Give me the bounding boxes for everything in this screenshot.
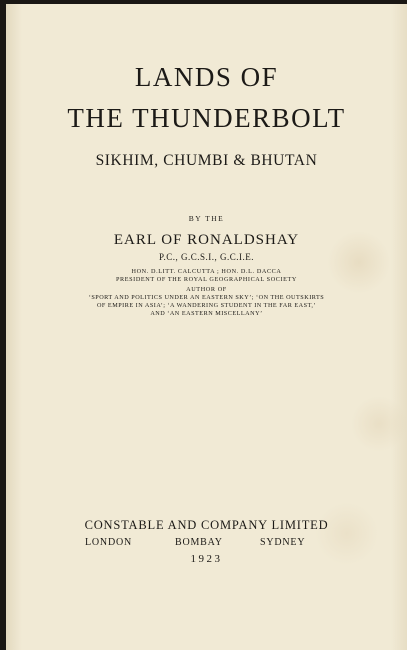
book-subtitle: SIKHIM, CHUMBI & BHUTAN (95, 152, 318, 169)
author-name: EARL OF RONALDSHAY (113, 232, 300, 248)
city-sydney: SYDNEY (260, 537, 306, 548)
author-degrees: HON. D.LITT. CALCUTTA ; HON. D.L. DACCA (131, 268, 282, 275)
city-london: LONDON (85, 537, 133, 548)
publication-year: 1923 (190, 553, 223, 565)
author-position: PRESIDENT OF THE ROYAL GEOGRAPHICAL SOCIETY (115, 276, 297, 283)
previous-works-line-2: OF EMPIRE IN ASIA’; ‘A WANDERING STUDENT IN THE FAR EAST,’ (96, 302, 317, 309)
city-bombay: BOMBAY (175, 537, 223, 548)
publisher-name: CONSTABLE AND COMPANY LIMITED (84, 518, 329, 532)
author-of-label: AUTHOR OF (186, 286, 227, 293)
previous-works-line-3: AND ‘AN EASTERN MISCELLANY’ (150, 310, 263, 317)
author-honors: P.C., G.C.S.I., G.C.I.E. (158, 252, 254, 262)
title-page (6, 4, 407, 650)
previous-works-line-1: ‘SPORT AND POLITICS UNDER AN EASTERN SKY’; ‘ON THE OUTSKIRTS (88, 294, 325, 301)
by-line: BY THE (188, 214, 225, 223)
book-title-line-1: LANDS OF (134, 62, 279, 92)
book-title-line-2: THE THUNDERBOLT (67, 103, 346, 133)
